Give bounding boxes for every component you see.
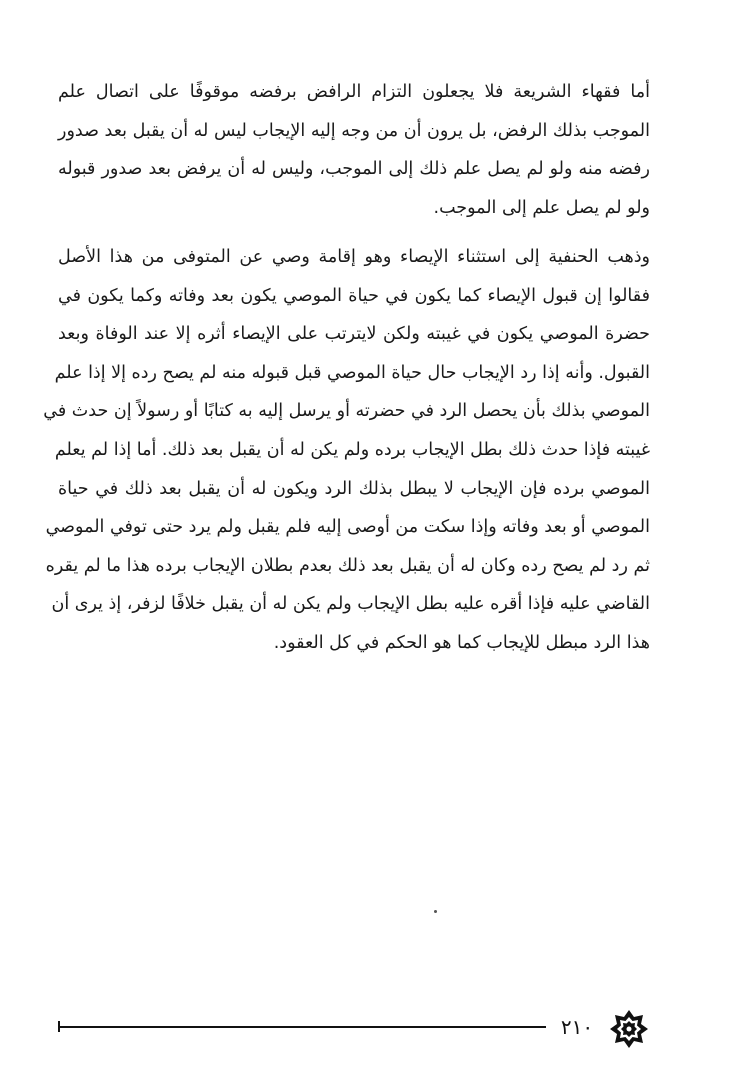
- text-line: ثم رد لم يصح رده وكان له أن يقبل بعد ذلك بعدم بطلان الإيجاب برده هذا ما لم يقره: [45, 555, 650, 576]
- text-line: الموجب بذلك الرفض، بل يرون أن من وجه إليه الإيجاب ليس له أن يقبل بعد صدور: [58, 120, 650, 141]
- text-line: الموصي بذلك بأن يحصل الرد في حضرته أو يرسل إليه به كتابًا أو رسولاً إن حدث في: [43, 401, 650, 422]
- paragraph-2: [43, 238, 650, 663]
- text-line: هذا الرد مبطل للإيجاب كما هو الحكم في كل العقود.: [273, 632, 650, 653]
- text-line: غيبته فإذا حدث ذلك بطل الإيجاب برده ولم يكن له أن يقبل بعد ذلك. أما إذا لم يعلم: [54, 439, 650, 460]
- text-line: حضرة الموصي يكون في غيبته ولكن لايترتب على الإيصاء أثره إلا عند الوفاة وبعد: [58, 324, 650, 345]
- text-line: القاضي عليه فإذا أقره عليه بطل الإيجاب ولم يكن له أن يقبل خلافًا لزفر، إذ يرى أن: [51, 594, 650, 615]
- paragraph-1: [58, 73, 650, 227]
- text-line: القبول. وأنه إذا رد الإيجاب حال حياة الموصي قبل قبوله منه لم يصح رده إلا إذا علم: [54, 362, 650, 383]
- text-line: رفضه منه ولو لم يصل علم ذلك إلى الموجب، وليس له أن يرفض بعد صدور قبوله: [58, 159, 650, 180]
- page-number: ٢١٠: [560, 1015, 594, 1039]
- text-line: فقالوا إن قبول الإيصاء كما يكون في حياة الموصي يكون بعد وفاته وكما يكون في: [58, 285, 650, 306]
- text-line: وذهب الحنفية إلى استثناء الإيصاء وهو إقامة وصي عن المتوفى من هذا الأصل: [58, 247, 650, 267]
- text-line: الموصي أو بعد وفاته وإذا سكت من أوصى إليه فلم يقبل ولم يرد حتى توفي الموصي: [45, 517, 650, 538]
- stray-mark: [434, 910, 437, 913]
- text-line: أما فقهاء الشريعة فلا يجعلون التزام الرافض برفضه موقوفًا على اتصال علم: [58, 82, 650, 102]
- footer-rule: [58, 1026, 546, 1028]
- text-line: ولو لم يصل علم إلى الموجب.: [433, 197, 650, 218]
- star-ornament-icon: [608, 1008, 650, 1050]
- text-line: الموصي برده فإن الإيجاب لا يبطل بذلك الرد ويكون له أن يقبل بعد ذلك في حياة: [58, 478, 650, 499]
